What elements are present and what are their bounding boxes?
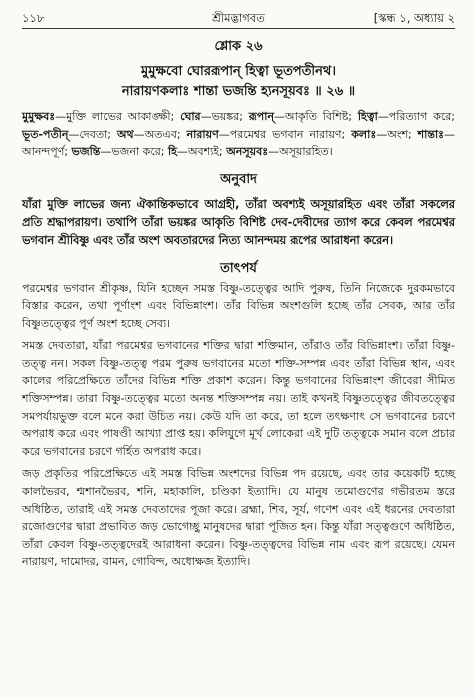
synonym-word: শান্তাঃ	[417, 127, 445, 141]
synonym-item: রূপান্—আকৃতি বিশিষ্ট;	[248, 110, 352, 123]
synonym-item: ভূত-পতীন্—দেবতা;	[22, 127, 111, 141]
synonym-word: ভূত-পতীন্	[22, 127, 69, 141]
verse-text	[22, 62, 455, 102]
synonym-item: কলাঃ—অংশ;	[351, 127, 412, 141]
synonym-word: মুমুক্ষবঃ	[22, 110, 56, 123]
synonym-word: ভজন্তি	[71, 145, 101, 158]
word-meanings	[22, 108, 455, 161]
synonym-meaning: ভয়ঙ্কর;	[211, 110, 243, 123]
synonym-meaning: আকৃতি বিশিষ্ট;	[285, 110, 352, 123]
synonym-item: ভজন্তি—ভজনা করে;	[71, 145, 165, 158]
synonym-meaning: দেবতা;	[79, 127, 111, 141]
synonym-meaning: পরিত্যাগ করে;	[388, 110, 456, 123]
synonym-meaning: অতএব;	[144, 127, 181, 141]
page-header	[22, 6, 455, 29]
verse-line: নারায়ণকলাঃ শান্তা ভজন্তি হ্যনসূয়বঃ ॥ ২৬ ॥	[121, 84, 356, 99]
purport-heading: তাৎপর্য	[220, 260, 257, 276]
synonym-word: হিত্বা	[357, 110, 378, 123]
synonym-word: রূপান্	[248, 110, 275, 123]
synonym-meaning: অংশ;	[387, 127, 412, 141]
synonym-meaning: মুক্তি লাভের আকাঙ্ক্ষী;	[66, 110, 175, 123]
synonym-word: অনসূয়বঃ	[226, 145, 269, 158]
translation-text: যাঁরা মুক্তি লাভের জন্য ঐকান্তিকভাবে আগ্রহী, তাঁরা অবশ্যই অসূয়ারহিত এবং তাঁরা সকলের প্রতি শ্রদ্ধাপরায়ণ। তথাপি তাঁরা ভয়ঙ্কর আকৃতি বিশিষ্ট দেব-দেবীদের ত্যাগ করে কেবল পরমেশ্বর ভগবান শ্রীবিষ্ণু এবং তাঁর অংশ অবতারদের নিত্য আনন্দময় রূপের আরাধনা করেন।	[22, 197, 455, 247]
synonym-word: নারায়ণ	[186, 127, 219, 141]
purport-paragraph: পরমেশ্বর ভগবান শ্রীকৃষ্ণ, যিনি হচ্ছেন সমস্ত বিষ্ণু-তত্ত্বের আদি পুরুষ, তিনি নিজেকে দুরকমভাবে বিস্তার করেন, তথা পূর্ণাংশ এবং বিভিন্নাংশ। তাঁর বিভিন্ন অংশগুলি হচ্ছে তাঁর সেবক, আর তাঁর বিষ্ণুতত্ত্বের পূর্ণ অংশ হচ্ছে সেব্য।	[22, 281, 455, 330]
page-number: ১১৮	[22, 11, 45, 25]
synonym-meaning: পরমেশ্বর ভগবান নারায়ণ;	[229, 127, 346, 141]
purport-paragraph: জড় প্রকৃতির পরিপ্রেক্ষিতে এই সমস্ত বিভিন্ন অংশদের বিভিন্ন পদ রয়েছে, এবং তার কয়েকটি হচ্ছে কালভৈরব, শ্মশানভৈরব, শনি, মহাকালি, চণ্ডিকা ইত্যাদি। যে মানুষ তমোগুণের গভীরতম স্তরে অধিষ্ঠিত, তারাই এই সমস্ত দেবতাদের পূজা করে। ব্রহ্মা, শিব, সূর্য, গণেশ এবং এই ধরনের দেবতারা রজোগুণের দ্বারা প্রভাবিত জড় ভোগেচ্ছু মানুষদের দ্বারা পূজিত হন। কিন্তু যাঁরা সত্ত্বগুণে অধিষ্ঠিত, তাঁরা কেবল বিষ্ণু-তত্ত্বদেরই আরাধনা করেন। বিষ্ণু-তত্ত্বদের বিভিন্ন নাম এবং রূপ রয়েছে। যেমন নারায়ণ, দামোদর, বামন, গোবিন্দ, অধোক্ষজ ইত্যাদি।	[22, 467, 455, 569]
synonym-word: অথ	[116, 127, 134, 141]
synonym-meaning: অসূয়ারহিত।	[279, 145, 333, 158]
book-title: শ্রীমদ্ভাগবত	[212, 11, 265, 25]
synonym-meaning: অবশ্যই;	[187, 145, 223, 158]
synonym-item: অনসূয়বঃ—অসূয়ারহিত।	[226, 145, 333, 158]
synonym-item: হিত্বা—পরিত্যাগ করে;	[357, 110, 456, 123]
translation-heading: অনুবাদ	[220, 171, 257, 187]
synonym-meaning: আনন্দপূর্ণ;	[22, 145, 69, 158]
synonym-item: অথ—অতএব;	[116, 127, 181, 141]
verse-line: মুমুক্ষবো ঘোররূপান্ হিত্বা ভূতপতীনথ।	[141, 64, 336, 79]
synonym-word: হি	[168, 145, 177, 158]
purport-paragraph: সমস্ত দেবতারা, যাঁরা পরমেশ্বর ভগবানের শক্তির দ্বারা শক্তিমান, তাঁরাও তাঁর বিভিন্নাংশ। তাঁরা বিষ্ণু-তত্ত্ব নন। সকল বিষ্ণু-তত্ত্ব পরম পুরুষ ভগবানের মতো শক্তি-সম্পন্ন এবং তাঁরা বিভিন্ন স্থান, এবং কালের পরিপ্রেক্ষিতে তাঁদের বিভিন্ন শক্তি প্রকাশ করেন। কিন্তু ভগবানের বিভিন্নাংশ জীবেরা সীমিত শক্তিসম্পন্ন। তারা বিষ্ণু-তত্ত্বের মতো অনন্ত শক্তিসম্পন্ন নয়। তাই কখনই বিষ্ণুতত্ত্বের জীবতত্ত্বের সমপর্যায়ভুক্ত বলে মনে করা উচিত নয়। কেউ যদি তা করে, তা হলে তৎক্ষণাৎ সে ভগবানের চরণে অপরাধ করে এবং পাষণ্ডী আখ্যা প্রাপ্ত হয়। কলিযুগে মূর্খ লোকেরা এই দুটি তত্ত্বকে সমান বলে প্রচার করে ভগবানের চরণে গর্হিত অপরাধ করে।	[22, 339, 455, 458]
verse-number: শ্লোক ২৬	[214, 39, 263, 54]
chapter-reference: [স্কন্ধ ১, অধ্যায় ২	[373, 11, 455, 25]
synonym-item: হি—অবশ্যই;	[168, 145, 223, 158]
synonym-word: কলাঃ	[351, 127, 377, 141]
purport-body	[22, 280, 455, 572]
synonym-item: শান্তাঃ—আনন্দপূর্ণ;	[22, 127, 456, 158]
synonym-item: ঘোর—ভয়ঙ্কর;	[180, 110, 243, 123]
synonym-item: মুমুক্ষবঃ—মুক্তি লাভের আকাঙ্ক্ষী;	[22, 110, 175, 123]
synonym-meaning: ভজনা করে;	[111, 145, 165, 158]
synonym-word: ঘোর	[180, 110, 201, 123]
synonym-item: নারায়ণ—পরমেশ্বর ভগবান নারায়ণ;	[186, 127, 346, 141]
